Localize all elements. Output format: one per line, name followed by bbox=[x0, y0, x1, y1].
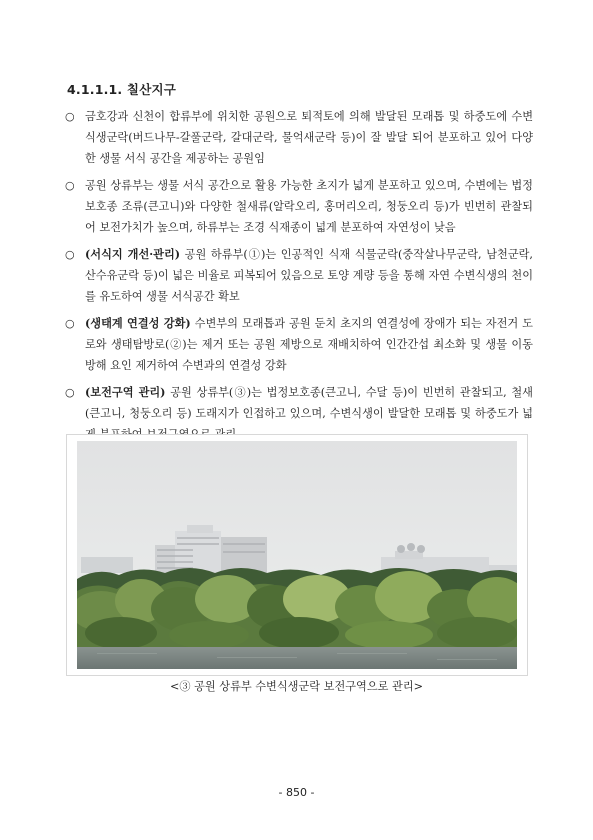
bullet-text: 수변부의 모래톱과 공원 둔치 초지의 연결성에 장애가 되는 자전거 도로와 생태탐방로(②)는 제거 또는 공원 제방으로 재배치하여 인간간섭 최소화 및 생물 이동 방해 요인 제거하여 수변과의 연결성 강화 bbox=[85, 317, 533, 372]
bullet-item bbox=[65, 244, 533, 307]
bullet-text: 공원 상류부(③)는 법정보호종(큰고니, 수달 등)이 빈번히 관찰되고, 철새(큰고니, 청둥오리 등) 도래지가 인접하고 있으며, 수변식생이 발달한 모래톱 및 하중도가 넓 bbox=[85, 386, 533, 420]
circle-bullet-icon: ○ bbox=[65, 110, 75, 123]
bullet-list bbox=[65, 106, 533, 451]
figure-frame bbox=[66, 434, 528, 676]
bullet-item bbox=[65, 106, 533, 169]
page-number: - 850 - bbox=[278, 786, 315, 799]
bullet-text: 금호강과 신천이 합류부에 위치한 공원으로 퇴적토에 의해 발달된 모래톱 및 하중도에 수변 식생군락(버드나무-갈풀군락, 갈대군락, 물억새군락 등)이 잘 발달 되어 분포하고 있어 다양한 생물 서식 공간을 제공하는 공원임 bbox=[85, 110, 533, 165]
bullet-item bbox=[65, 175, 533, 238]
riverside-vegetation-photo bbox=[77, 441, 517, 669]
circle-bullet-icon: ○ bbox=[65, 317, 75, 330]
bullet-lead: (생태계 연결성 강화) bbox=[85, 316, 191, 330]
section-title: 4.1.1.1. 칠산지구 bbox=[67, 82, 177, 97]
bullet-lead: (서식지 개선·관리) bbox=[85, 247, 181, 261]
bullet-text: 공원 상류부는 생물 서식 공간으로 활용 가능한 초지가 넓게 분포하고 있으며, 수변에는 법정보호종 조류(큰고니)와 다양한 철새류(알락오리, 홍머리오리, 청둥오리 등)가 빈번히 관찰되어 보전가치가 높으며, 하류부는 조경 식재종이 넓게 분포하여 자연성이 낮음 bbox=[85, 179, 533, 234]
bullet-text: 공원 하류부(①)는 인공적인 식재 식물군락(중작살나무군락, 남천군락, 산수유군락 등)이 넓은 비율로 피복되어 있음으로 토양 계량 등을 통해 자연 수변식생의 천이를 유도하여 생물 서식공간 확보 bbox=[85, 248, 533, 303]
figure-caption: <③ 공원 상류부 수변식생군락 보전구역으로 관리> bbox=[169, 680, 424, 693]
circle-bullet-icon: ○ bbox=[65, 386, 75, 399]
bullet-lead: (보전구역 관리) bbox=[85, 385, 166, 399]
bullet-item bbox=[65, 313, 533, 376]
circle-bullet-icon: ○ bbox=[65, 248, 75, 261]
circle-bullet-icon: ○ bbox=[65, 179, 75, 192]
